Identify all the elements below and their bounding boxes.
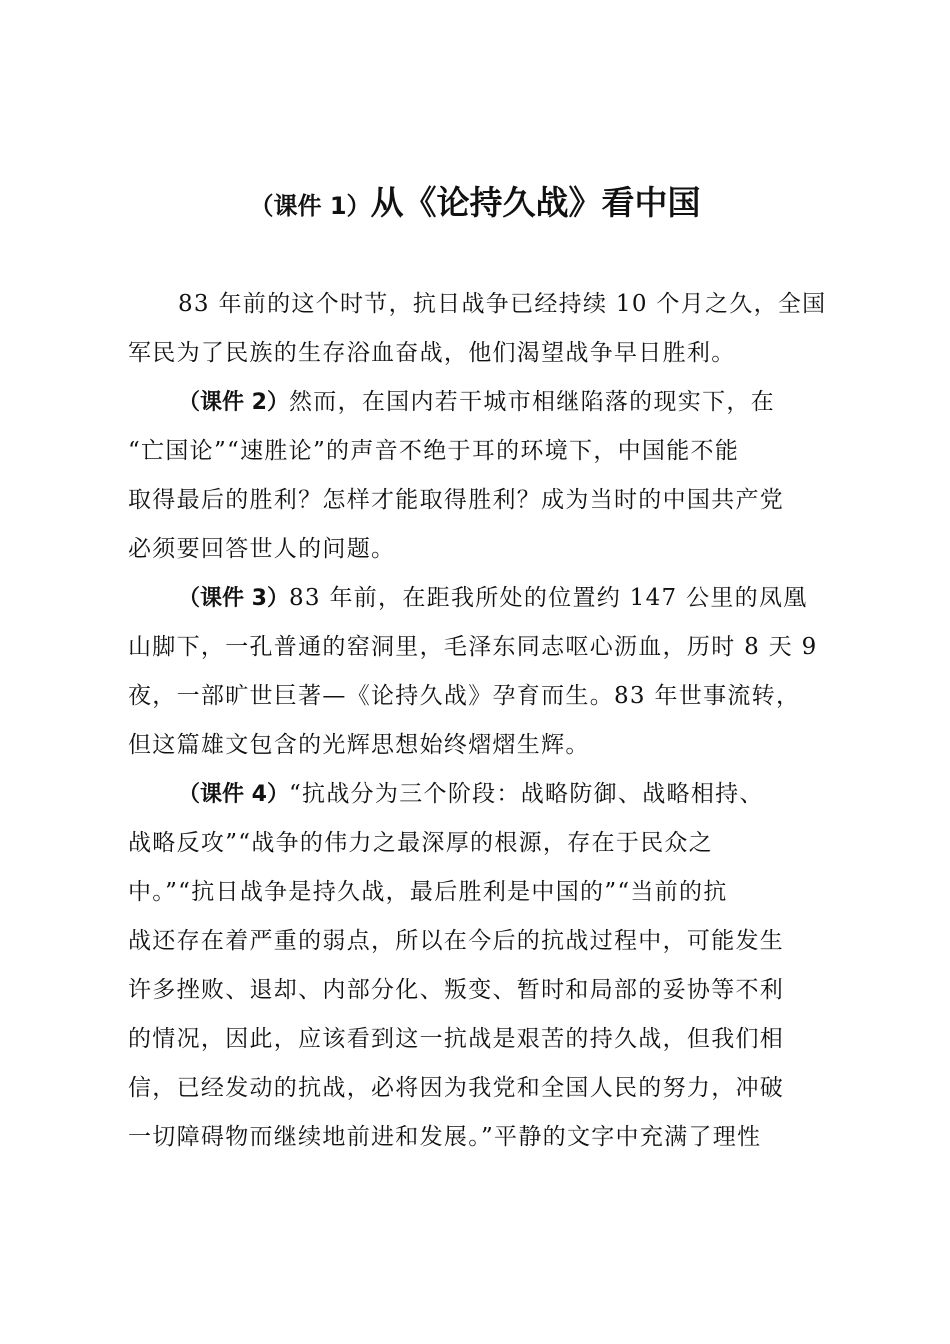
text-line: [128, 966, 828, 1015]
text-line: [128, 672, 828, 721]
text-line: [128, 574, 828, 623]
text-line: [128, 329, 828, 378]
line-text: 军民为了民族的生存浴血奋战，他们渴望战争早日胜利。: [128, 340, 736, 366]
text-line: [128, 1064, 828, 1113]
paragraph: [128, 574, 828, 770]
text-line: [128, 476, 828, 525]
line-text: 一切障碍物而继续地前进和发展。”平静的文字中充满了理性: [128, 1124, 762, 1150]
line-text: “抗战分为三个阶段：战略防御、战略相持、: [288, 781, 764, 807]
line-text: 中。”“抗日战争是持久战，最后胜利是中国的”“当前的抗: [128, 879, 728, 905]
courseware-tag: （课件 2）: [178, 390, 289, 415]
document-title: [0, 178, 950, 231]
text-line: [128, 917, 828, 966]
text-line: [128, 721, 828, 770]
line-text: 取得最后的胜利？怎样才能取得胜利？成为当时的中国共产党: [128, 487, 785, 513]
line-text: 许多挫败、退却、内部分化、叛变、暂时和局部的妥协等不利: [128, 977, 785, 1003]
text-line: [128, 819, 828, 868]
line-text: 信，已经发动的抗战，必将因为我党和全国人民的努力，冲破: [128, 1075, 785, 1101]
text-line: [128, 525, 828, 574]
line-text: 但这篇雄文包含的光辉思想始终熠熠生辉。: [128, 732, 590, 758]
text-line: [128, 623, 828, 672]
text-line: [128, 1015, 828, 1064]
courseware-tag: （课件 4）: [178, 782, 289, 807]
title-text: 从《论持久战》看中国: [370, 183, 701, 222]
text-line: [128, 280, 828, 329]
text-line: [128, 427, 828, 476]
line-text: “亡国论”“速胜论”的声音不绝于耳的环境下，中国能不能: [128, 438, 740, 464]
line-text: 83 年前，在距我所处的位置约 147 公里的凤凰: [288, 585, 808, 611]
line-text: 山脚下，一孔普通的窑洞里，毛泽东同志呕心沥血，历时 8 天 9: [128, 634, 818, 660]
line-text: 夜，一部旷世巨著—《论持久战》孕育而生。83 年世事流转，: [128, 683, 801, 709]
paragraph: [128, 378, 828, 574]
text-line: [128, 1113, 828, 1162]
line-text: 然而，在国内若干城市相继陷落的现实下，在: [288, 389, 775, 415]
text-line: [128, 868, 828, 917]
line-text: 战略反攻”“战争的伟力之最深厚的根源，存在于民众之: [128, 830, 714, 856]
text-line: [128, 770, 828, 819]
paragraph: [128, 280, 828, 378]
title-courseware-tag: （课件 1）: [249, 192, 371, 220]
line-text: 必须要回答世人的问题。: [128, 536, 396, 562]
document-body: [128, 280, 828, 1162]
line-text: 战还存在着严重的弱点，所以在今后的抗战过程中，可能发生: [128, 928, 785, 954]
line-text: 83 年前的这个时节，抗日战争已经持续 10 个月之久，全国: [178, 291, 827, 317]
courseware-tag: （课件 3）: [178, 586, 289, 611]
line-text: 的情况，因此，应该看到这一抗战是艰苦的持久战，但我们相: [128, 1026, 785, 1052]
text-line: [128, 378, 828, 427]
paragraph: [128, 770, 828, 1162]
